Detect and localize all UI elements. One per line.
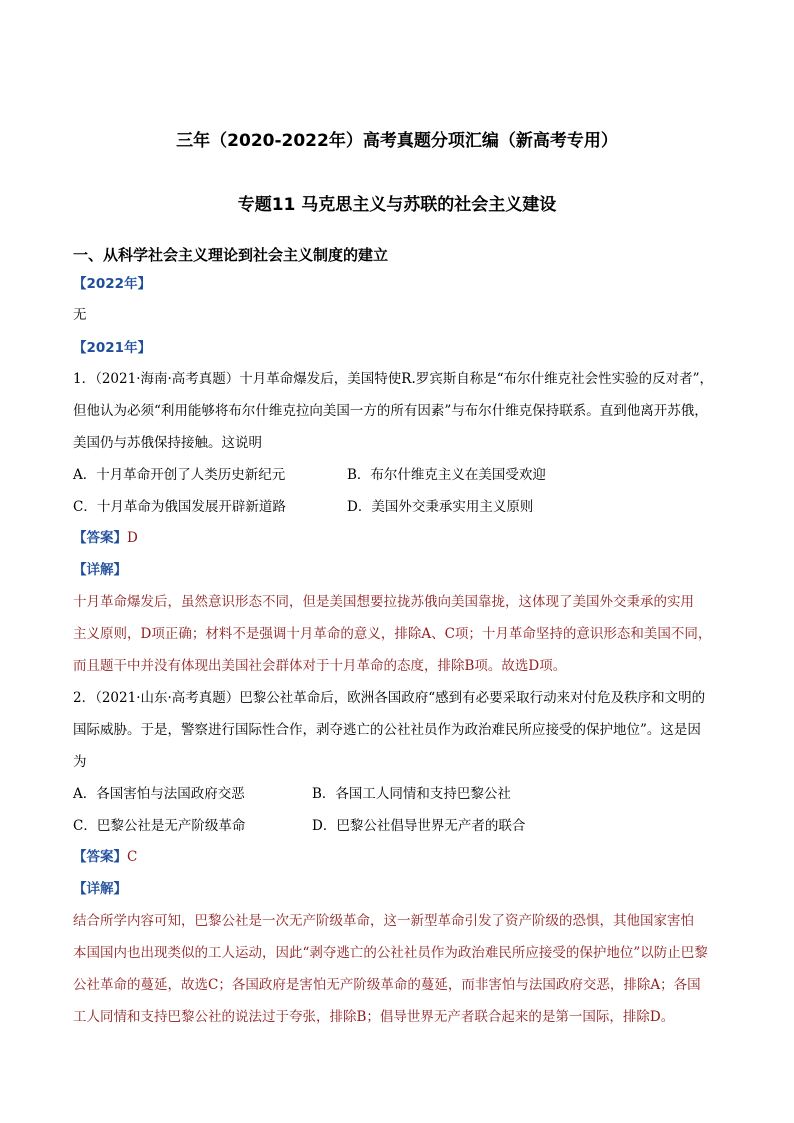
q2-line-2: 国际威胁。于是，警察进行国际性合作，剥夺逃亡的公社社员作为政治难民所应接受的保护地位”。这是因 — [73, 722, 701, 738]
q2-detail-line-3: 公社革命的蔓延，故选C；各国政府是害怕无产阶级革命的蔓延，而非害怕与法国政府交恶，排除A；各国 — [73, 977, 701, 993]
q2-answer-label: 【答案】 — [73, 849, 127, 865]
year-2022-content: 无 — [73, 307, 87, 323]
q1-answer-label: 【答案】 — [73, 530, 127, 546]
q1-option-c: C．十月革命为俄国发展开辟新道路 — [73, 499, 286, 515]
q2-line-3: 为 — [73, 754, 87, 770]
q2-option-d: D．巴黎公社倡导世界无产者的联合 — [312, 818, 526, 834]
q1-detail-line-2: 主义原则，D项正确；材料不是强调十月革命的意义，排除A、C项；十月革命坚持的意识形态和美国不同， — [73, 626, 712, 642]
q2-option-a: A．各国害怕与法国政府交恶 — [73, 786, 245, 802]
q1-line-2: 但他认为必须“利用能够将布尔什维克拉向美国一方的所有因素”与布尔什维克保持联系。直到他离开苏俄， — [73, 403, 708, 419]
q2-answer-value: C — [127, 849, 138, 865]
page-title: 三年（2020-2022年）高考真题分项汇编（新高考专用） — [176, 131, 618, 151]
q1-detail-line-3: 而且题干中并没有体现出美国社会群体对于十月革命的态度，排除B项。故选D项。 — [73, 658, 567, 674]
q1-detail-line-1: 十月革命爆发后，虽然意识形态不同，但是美国想要拉拢苏俄向美国靠拢，这体现了美国外交秉承的实用 — [73, 594, 694, 610]
q1-option-a: A．十月革命开创了人类历史新纪元 — [73, 467, 286, 483]
q1-answer — [73, 526, 138, 546]
q1-detail-label: 【详解】 — [73, 562, 127, 578]
q1-line-1: 1．（2021·海南·高考真题）十月革命爆发后，美国特使R.罗宾斯自称是“布尔什维克社会性实验的反对者”， — [73, 371, 714, 387]
q2-option-c: C．巴黎公社是无产阶级革命 — [73, 818, 246, 834]
year-2021-tag: 【2021年】 — [73, 340, 152, 356]
q2-detail-line-2: 本国国内也出现类似的工人运动，因此“剥夺逃亡的公社社员作为政治难民所应接受的保护地位”以防止巴黎 — [73, 945, 708, 961]
year-2022-tag: 【2022年】 — [73, 276, 152, 292]
q1-option-b: B．布尔什维克主义在美国受欢迎 — [347, 467, 546, 483]
section-heading: 一、从科学社会主义理论到社会主义制度的建立 — [73, 246, 389, 264]
q1-line-3: 美国仍与苏俄保持接触。这说明 — [73, 435, 262, 451]
q2-detail-line-4: 工人同情和支持巴黎公社的说法过于夸张，排除B；倡导世界无产者联合起来的是第一国际，排除D。 — [73, 1009, 675, 1025]
q2-detail-line-1: 结合所学内容可知，巴黎公社是一次无产阶级革命，这一新型革命引发了资产阶级的恐惧，其他国家害怕 — [73, 913, 694, 929]
page-subtitle: 专题11 马克思主义与苏联的社会主义建设 — [237, 195, 557, 215]
q1-option-d: D．美国外交秉承实用主义原则 — [347, 499, 534, 515]
q2-answer — [73, 845, 137, 865]
q2-line-1: 2．（2021·山东·高考真题）巴黎公社革命后，欧洲各国政府“感到有必要采取行动来对付危及秩序和文明的 — [73, 690, 706, 706]
q2-option-b: B．各国工人同情和支持巴黎公社 — [312, 786, 511, 802]
q2-detail-label: 【详解】 — [73, 881, 127, 897]
q1-answer-value: D — [127, 530, 138, 546]
